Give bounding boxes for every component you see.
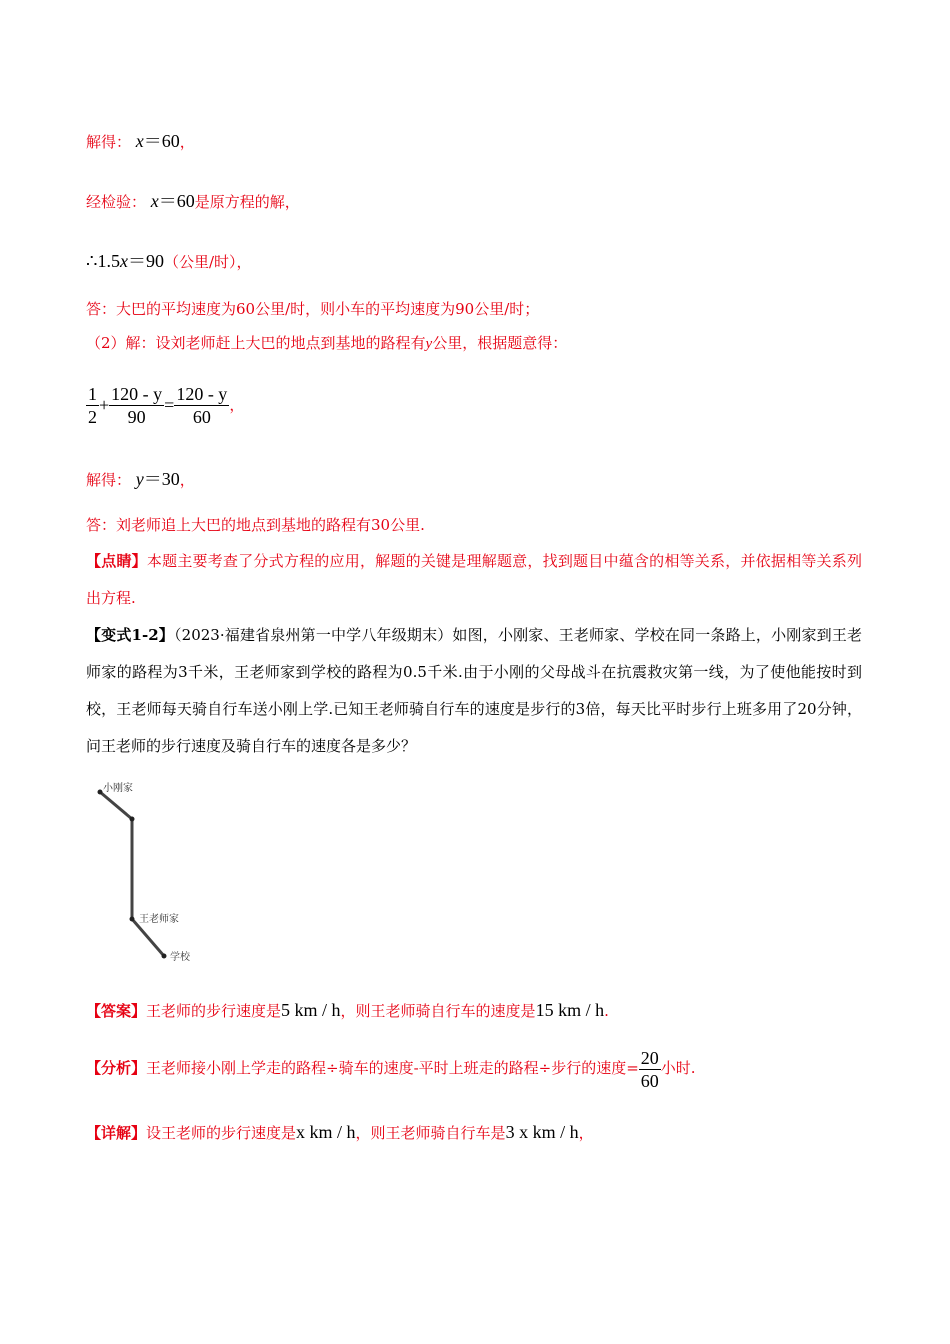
- detail-section: 【详解】设王老师的步行速度是x km / h，则王老师骑自行车是3 x km / h，: [86, 1122, 594, 1142]
- label-home: 小刚家: [103, 783, 133, 794]
- check-tail: 是原方程的解，: [194, 193, 300, 211]
- label-teacher: 王老师家: [139, 914, 179, 925]
- math-var: x: [150, 191, 159, 211]
- variant-problem: [86, 617, 862, 765]
- dianjing-tag: 【点睛】: [86, 552, 147, 570]
- home-point: [98, 790, 103, 795]
- math-eq: ＝60: [158, 191, 195, 211]
- detail-tag: 【详解】: [86, 1124, 147, 1142]
- answer-line-1: 答：大巴的平均速度为60公里/时，则小车的平均速度为90公里/时；: [86, 300, 540, 318]
- math-eq: ＝60: [143, 131, 180, 151]
- fraction-car: $\frac{120 - y}{60}$: [176, 383, 228, 427]
- dianjing-text: 本题主要考查了分式方程的应用，解题的关键是理解题意，找到题目中蕴含的相等关系，并依据相等关系列出方程.: [86, 552, 862, 607]
- solution-line-y: 解得： y＝30，: [86, 469, 195, 489]
- analysis-tag: 【分析】: [86, 1059, 147, 1077]
- analysis-section: 【分析】王老师接小刚上学走的路程÷骑车的速度-平时上班走的路程÷步行的速度= $\frac{20}{60}$ 小时.: [86, 1047, 696, 1091]
- answer-line-2: 答：刘老师追上大巴的地点到基地的路程有30公里.: [86, 516, 425, 534]
- therefore-line: [86, 251, 252, 272]
- math-var: y: [425, 336, 433, 352]
- bike-speed: 15 km / h: [535, 1000, 605, 1020]
- fraction-equation: [86, 382, 244, 428]
- variant-text: （2023·福建省泉州第一中学八年级期末）如图，小刚家、王老师家、学校在同一条路上，小刚家到王老师家的路程为3千米，王老师家到学校的路程为0.5千米.由于小刚的父母战斗在抗震救灾第一线，为了使他能按时到校，王老师每天骑自行车送小刚上学.已知王老师骑自行车的速度是步行的3倍，每天比平时步行上班多用了20分钟，问王老师的步行速度及骑自行车的速度各是多少？: [86, 626, 862, 755]
- bike-speed-var: 3 x km / h: [505, 1122, 579, 1142]
- unit-text: （公里/时），: [163, 253, 252, 271]
- math-coef: 1.5: [97, 251, 120, 271]
- solve-label: 解得：: [86, 133, 132, 151]
- bend-point: [130, 817, 135, 822]
- fraction-bus: $\frac{120 - y}{90}$: [111, 383, 163, 427]
- teacher-point: [130, 917, 135, 922]
- punct: ，: [179, 133, 195, 151]
- route-diagram: [86, 772, 206, 972]
- walk-speed-var: x km / h: [296, 1122, 356, 1142]
- equals-sign: =: [164, 395, 175, 415]
- math-var: x: [119, 251, 128, 271]
- math-eq: ＝90: [127, 251, 164, 271]
- fraction-time: $\frac{20}{60}$: [640, 1047, 659, 1091]
- punct: ，: [229, 396, 245, 414]
- math-var: x: [135, 131, 144, 151]
- plus-sign: +: [99, 395, 110, 415]
- answer-section: 【答案】王老师的步行速度是5 km / h，则王老师骑自行车的速度是15 km / h.: [86, 1000, 609, 1020]
- math-eq: ＝30: [143, 469, 180, 489]
- fraction-half: $\frac{1}{2}$: [88, 383, 97, 427]
- solution-line-x: [86, 131, 195, 152]
- therefore-symbol: ∴: [86, 251, 98, 271]
- answer-tag: 【答案】: [86, 1002, 147, 1020]
- math-var: y: [135, 469, 144, 489]
- part2-setup: （2）解：设刘老师赶上大巴的地点到基地的路程有y公里，根据题意得：: [86, 334, 568, 352]
- check-line: [86, 191, 300, 212]
- walk-speed: 5 km / h: [281, 1000, 341, 1020]
- school-point: [162, 954, 167, 959]
- check-label: 经检验：: [86, 193, 147, 211]
- label-school: 学校: [170, 952, 190, 963]
- variant-tag: 【变式1-2】: [86, 626, 174, 644]
- dianjing-paragraph: [86, 543, 862, 617]
- analysis-text: 王老师接小刚上学走的路程÷骑车的速度-平时上班走的路程÷步行的速度=: [146, 1059, 639, 1077]
